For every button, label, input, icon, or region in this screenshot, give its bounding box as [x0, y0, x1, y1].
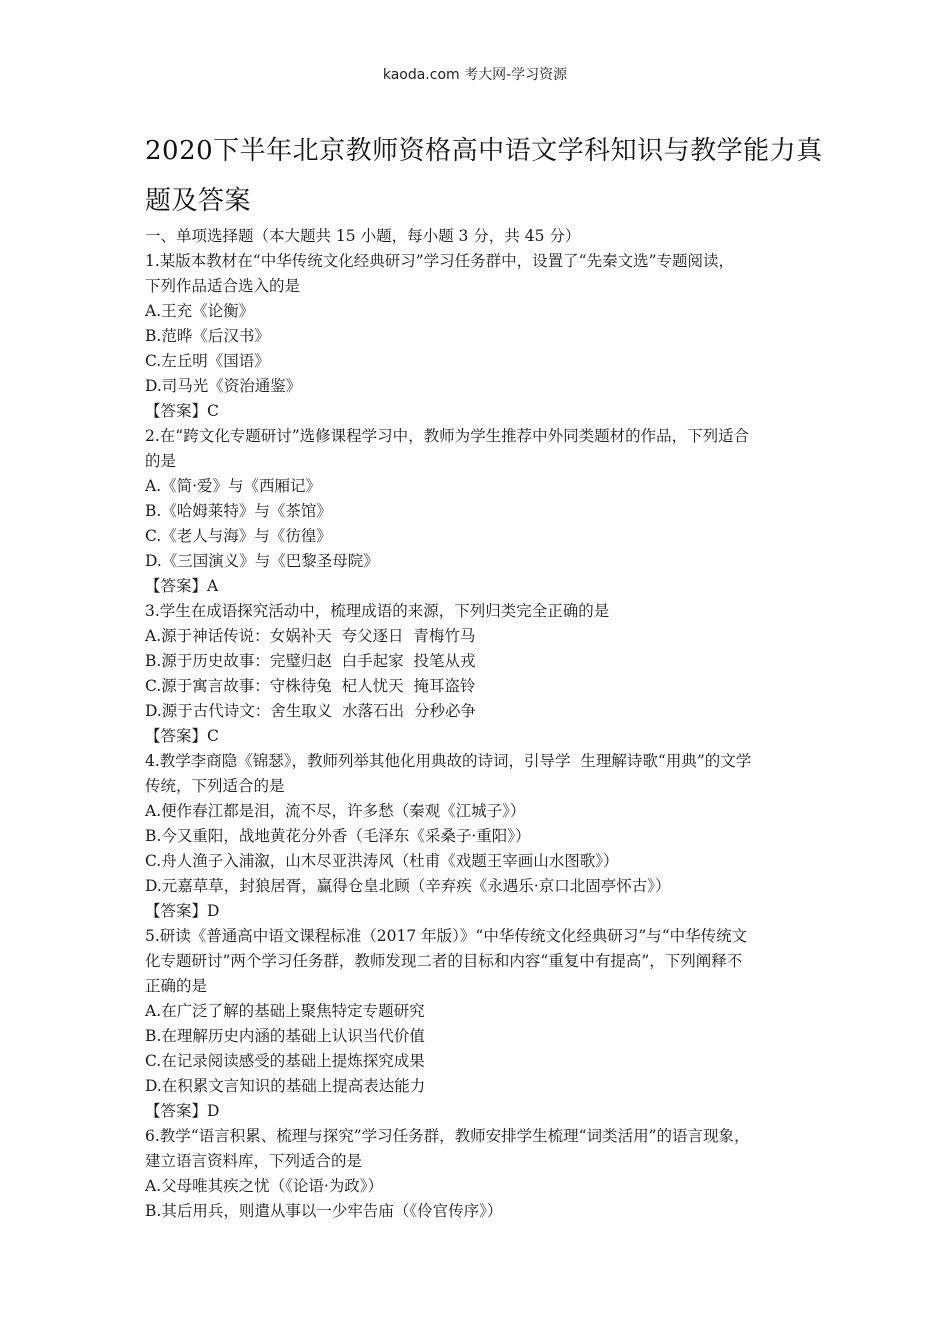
answer-key: 【答案】A — [145, 577, 219, 595]
question-stem: 2.在“跨文化专题研讨”选修课程学习中，教师为学生推荐中外同类题材的作品，下列适合 — [145, 427, 750, 445]
answer-option: A.王充《论衡》 — [145, 302, 255, 320]
answer-option: B.源于历史故事：完璧归赵 白手起家 投笔从戎 — [145, 652, 476, 670]
question-stem: 4.教学李商隐《锦瑟》，教师列举其他化用典故的诗词，引导学 生理解诗歌“用典”的文学 — [145, 752, 752, 770]
answer-option: D.在积累文言知识的基础上提高表达能力 — [145, 1077, 426, 1095]
answer-option: C.《老人与海》与《彷徨》 — [145, 527, 332, 545]
answer-option: B.在理解历史内涵的基础上认识当代价值 — [145, 1027, 425, 1045]
question-stem: 1.某版本教材在“中华传统文化经典研习”学习任务群中，设置了“先秦文选”专题阅读， — [145, 252, 734, 270]
answer-key: 【答案】C — [145, 727, 219, 745]
answer-option: D.源于古代诗文：舍生取义 水落石出 分秒必争 — [145, 702, 477, 720]
title-line: 题及答案 — [145, 186, 252, 216]
answer-option: C.源于寓言故事：守株待兔 杞人忧天 掩耳盗铃 — [145, 677, 476, 695]
question-stem: 传统，下列适合的是 — [145, 777, 285, 795]
answer-option: A.源于神话传说：女娲补天 夸父逐日 青梅竹马 — [145, 627, 476, 645]
answer-option: A.《简·爱》与《西厢记》 — [145, 477, 322, 495]
question-stem: 的是 — [145, 452, 177, 470]
answer-option: A.在广泛了解的基础上聚焦特定专题研究 — [145, 1002, 425, 1020]
answer-option: D.元嘉草草，封狼居胥，赢得仓皇北顾（辛弃疾《永遇乐·京口北固亭怀古》） — [145, 877, 671, 895]
document-title — [145, 126, 825, 226]
answer-option: C.在记录阅读感受的基础上提炼探究成果 — [145, 1052, 425, 1070]
answer-key: 【答案】D — [145, 902, 220, 920]
answer-option: D.《三国演义》与《巴黎圣母院》 — [145, 552, 379, 570]
section-heading: 一、单项选择题（本大题共 15 小题，每小题 3 分，共 45 分） — [145, 227, 581, 245]
answer-option: B.范晔《后汉书》 — [145, 327, 270, 345]
title-line: 2020下半年北京教师资格高中语文学科知识与教学能力真 — [145, 136, 823, 166]
answer-option: C.左丘明《国语》 — [145, 352, 270, 370]
question-stem: 5.研读《普通高中语文课程标准（2017 年版）》“中华传统文化经典研习”与“中华传统文 — [145, 927, 748, 945]
answer-key: 【答案】C — [145, 402, 219, 420]
question-stem: 3.学生在成语探究活动中，梳理成语的来源，下列归类完全正确的是 — [145, 602, 610, 620]
question-stem: 正确的是 — [145, 977, 208, 995]
question-stem: 下列作品适合选入的是 — [145, 277, 301, 295]
answer-option: B.其后用兵，则遣从事以一少牢告庙（《伶官传序》） — [145, 1202, 503, 1220]
answer-option: A.父母唯其疾之忧（《论语·为政》） — [145, 1177, 384, 1195]
page-header: kaoda.com 考大网-学习资源 — [382, 67, 568, 83]
answer-key: 【答案】D — [145, 1102, 220, 1120]
answer-option: B.《哈姆莱特》与《茶馆》 — [145, 502, 332, 520]
question-stem: 6.教学“语言积累、梳理与探究”学习任务群，教师安排学生梳理“词类活用”的语言现象， — [145, 1127, 750, 1145]
question-stem: 化专题研讨”两个学习任务群，教师发现二者的目标和内容“重复中有提高”，下列阐释不 — [145, 952, 743, 970]
answer-option: C.舟人渔子入浦溆，山木尽亚洪涛风（杜甫《戏题王宰画山水图歌》） — [145, 852, 619, 870]
answer-option: B.今又重阳，战地黄花分外香（毛泽东《采桑子·重阳》） — [145, 827, 531, 845]
question-content — [145, 224, 825, 1224]
answer-option: D.司马光《资治通鉴》 — [145, 377, 302, 395]
answer-option: A.便作春江都是泪，流不尽，许多愁（秦观《江城子》） — [145, 802, 526, 820]
question-stem: 建立语言资料库，下列适合的是 — [145, 1152, 363, 1170]
